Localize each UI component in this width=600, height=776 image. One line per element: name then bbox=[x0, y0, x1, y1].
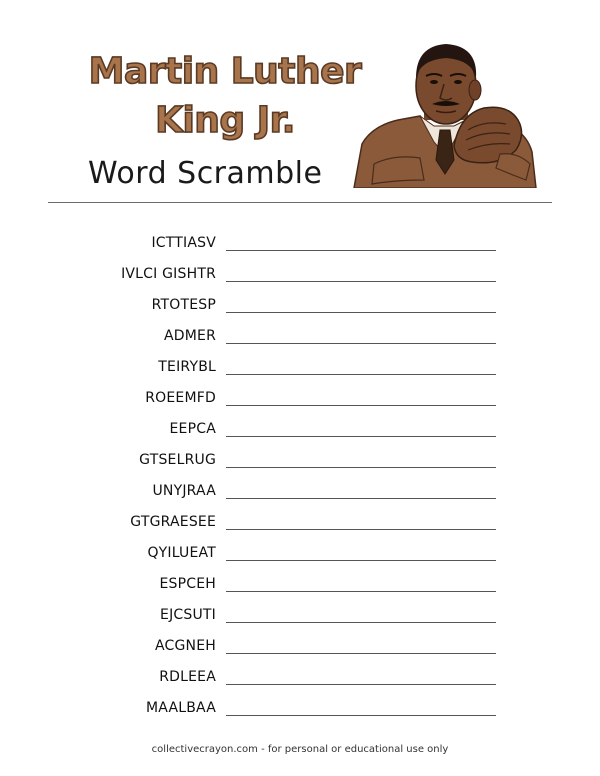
scrambled-word: QYILUEAT bbox=[147, 545, 216, 561]
scramble-row bbox=[0, 538, 600, 569]
answer-line[interactable] bbox=[226, 560, 496, 561]
scrambled-word: EEPCA bbox=[169, 421, 216, 437]
scramble-row bbox=[0, 662, 600, 693]
page-subtitle: Word Scramble bbox=[88, 156, 323, 191]
scramble-row bbox=[0, 414, 600, 445]
answer-line[interactable] bbox=[226, 715, 496, 716]
scramble-row bbox=[0, 383, 600, 414]
scramble-row bbox=[0, 507, 600, 538]
scrambled-word: MAALBAA bbox=[146, 700, 216, 716]
scramble-row bbox=[0, 600, 600, 631]
page-title-line-1: Martin Luther bbox=[88, 51, 362, 92]
scrambled-word: RTOTESP bbox=[151, 297, 216, 313]
answer-line[interactable] bbox=[226, 281, 496, 282]
answer-line[interactable] bbox=[226, 622, 496, 623]
answer-line[interactable] bbox=[226, 529, 496, 530]
scrambled-word: EJCSUTI bbox=[160, 607, 216, 623]
scrambled-word: ICTTIASV bbox=[151, 235, 216, 251]
footer-credit: collectivecrayon.com - for personal or educational use only bbox=[151, 744, 449, 755]
answer-line[interactable] bbox=[226, 374, 496, 375]
page-title-line-2: King Jr. bbox=[155, 100, 295, 141]
scrambled-word: GTGRAESEE bbox=[130, 514, 216, 530]
scramble-row bbox=[0, 631, 600, 662]
answer-line[interactable] bbox=[226, 436, 496, 437]
answer-line[interactable] bbox=[226, 591, 496, 592]
scrambled-word: ACGNEH bbox=[154, 638, 216, 654]
scramble-row bbox=[0, 321, 600, 352]
scrambled-word: ROEEMFD bbox=[145, 390, 216, 406]
scramble-row bbox=[0, 445, 600, 476]
answer-line[interactable] bbox=[226, 405, 496, 406]
scrambled-word: RDLEEA bbox=[159, 669, 216, 685]
header-divider bbox=[48, 202, 552, 203]
scrambled-word: GTSELRUG bbox=[139, 452, 216, 468]
scrambled-word: UNYJRAA bbox=[152, 483, 216, 499]
scrambled-word: ESPCEH bbox=[159, 576, 216, 592]
answer-line[interactable] bbox=[226, 498, 496, 499]
mlk-portrait-illustration bbox=[350, 34, 538, 188]
answer-line[interactable] bbox=[226, 467, 496, 468]
scramble-row bbox=[0, 228, 600, 259]
scramble-row bbox=[0, 259, 600, 290]
answer-line[interactable] bbox=[226, 653, 496, 654]
scramble-row bbox=[0, 290, 600, 321]
scrambled-word: TEIRYBL bbox=[158, 359, 216, 375]
answer-line[interactable] bbox=[226, 312, 496, 313]
scramble-row bbox=[0, 476, 600, 507]
answer-line[interactable] bbox=[226, 343, 496, 344]
scramble-row bbox=[0, 693, 600, 724]
scramble-row bbox=[0, 352, 600, 383]
scramble-row bbox=[0, 569, 600, 600]
scrambled-word: IVLCI GISHTR bbox=[121, 266, 216, 282]
answer-line[interactable] bbox=[226, 684, 496, 685]
answer-line[interactable] bbox=[226, 250, 496, 251]
scrambled-word: ADMER bbox=[163, 328, 216, 344]
